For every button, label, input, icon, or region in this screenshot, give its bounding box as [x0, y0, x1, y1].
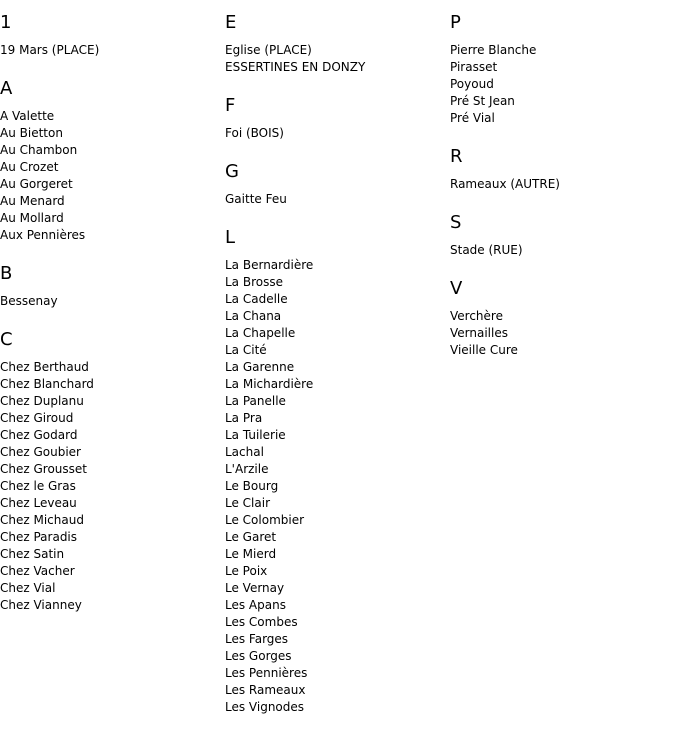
street-link[interactable]: Le Clair — [225, 496, 271, 510]
street-link[interactable]: Pré Vial — [450, 111, 495, 125]
street-list — [450, 176, 665, 193]
street-link[interactable]: Le Vernay — [225, 581, 285, 595]
letter-section — [225, 227, 440, 716]
letter-section — [0, 12, 215, 59]
street-link[interactable]: La Michardière — [225, 377, 314, 391]
street-link[interactable]: La Garenne — [225, 360, 295, 374]
street-link[interactable]: Chez Satin — [0, 547, 65, 561]
street-link[interactable]: Vieille Cure — [450, 343, 518, 357]
street-link[interactable]: Chez Duplanu — [0, 394, 84, 408]
street-link[interactable]: Rameaux (AUTRE) — [450, 177, 560, 191]
street-list — [0, 42, 215, 59]
street-link[interactable]: Les Farges — [225, 632, 289, 646]
street-link[interactable]: Les Gorges — [225, 649, 292, 663]
street-link[interactable]: Bessenay — [0, 294, 58, 308]
street-list — [225, 191, 440, 208]
letter-heading: 1 — [0, 12, 12, 33]
index-column-1 — [0, 0, 215, 633]
index-column-3 — [450, 0, 665, 378]
street-list — [0, 108, 215, 244]
street-link[interactable]: Le Garet — [225, 530, 277, 544]
letter-section — [0, 329, 215, 614]
street-link[interactable]: Le Mierd — [225, 547, 277, 561]
street-link[interactable]: Chez Godard — [0, 428, 78, 442]
street-link[interactable]: L'Arzile — [225, 462, 269, 476]
street-list — [0, 293, 215, 310]
street-link[interactable]: Chez Michaud — [0, 513, 84, 527]
street-link[interactable]: La Chapelle — [225, 326, 296, 340]
letter-section — [225, 12, 440, 76]
street-link[interactable]: Le Bourg — [225, 479, 279, 493]
street-link[interactable]: Les Vignodes — [225, 700, 305, 714]
letter-heading: A — [0, 78, 13, 99]
street-link[interactable]: Au Mollard — [0, 211, 64, 225]
letter-heading: L — [225, 227, 236, 248]
street-link[interactable]: Gaitte Feu — [225, 192, 287, 206]
letter-heading: S — [450, 212, 462, 233]
street-link[interactable]: Chez le Gras — [0, 479, 76, 493]
letter-section — [450, 278, 665, 359]
street-link[interactable]: Chez Goubier — [0, 445, 81, 459]
street-link[interactable]: Les Apans — [225, 598, 286, 612]
street-list — [450, 308, 665, 359]
street-link[interactable]: Chez Grousset — [0, 462, 87, 476]
street-list — [225, 125, 440, 142]
street-link[interactable]: La Panelle — [225, 394, 286, 408]
street-link[interactable]: Lachal — [225, 445, 264, 459]
street-link[interactable]: Pré St Jean — [450, 94, 515, 108]
street-link[interactable]: Le Poix — [225, 564, 268, 578]
street-link[interactable]: Vernailles — [450, 326, 508, 340]
street-link[interactable]: Pirasset — [450, 60, 498, 74]
street-link[interactable]: Chez Vianney — [0, 598, 82, 612]
street-link[interactable]: Au Gorgeret — [0, 177, 73, 191]
street-link[interactable]: La Chana — [225, 309, 282, 323]
street-link[interactable]: Pierre Blanche — [450, 43, 537, 57]
letter-section — [0, 263, 215, 310]
letter-section — [225, 95, 440, 142]
letter-heading: R — [450, 146, 463, 167]
street-link[interactable]: 19 Mars (PLACE) — [0, 43, 100, 57]
street-list — [450, 42, 665, 127]
street-link[interactable]: Poyoud — [450, 77, 494, 91]
street-list — [225, 257, 440, 716]
index-column-2 — [225, 0, 440, 735]
letter-section — [225, 161, 440, 208]
street-link[interactable]: Au Chambon — [0, 143, 78, 157]
letter-section — [450, 12, 665, 127]
letter-heading: B — [0, 263, 13, 284]
street-link[interactable]: La Pra — [225, 411, 263, 425]
street-link[interactable]: Chez Vacher — [0, 564, 75, 578]
street-link[interactable]: Chez Berthaud — [0, 360, 89, 374]
street-link[interactable]: Le Colombier — [225, 513, 305, 527]
street-link[interactable]: A Valette — [0, 109, 55, 123]
street-link[interactable]: La Cadelle — [225, 292, 288, 306]
letter-heading: E — [225, 12, 237, 33]
letter-heading: F — [225, 95, 236, 116]
letter-heading: P — [450, 12, 461, 33]
street-list — [450, 242, 665, 259]
letter-section — [0, 78, 215, 244]
street-link[interactable]: Foi (BOIS) — [225, 126, 284, 140]
street-list — [225, 42, 440, 76]
street-link[interactable]: Au Crozet — [0, 160, 59, 174]
street-link[interactable]: Les Rameaux — [225, 683, 306, 697]
street-link[interactable]: La Cité — [225, 343, 267, 357]
street-link[interactable]: Chez Blanchard — [0, 377, 94, 391]
street-link[interactable]: Eglise (PLACE) — [225, 43, 312, 57]
letter-heading: C — [0, 329, 13, 350]
street-link[interactable]: Chez Paradis — [0, 530, 78, 544]
street-link[interactable]: Verchère — [450, 309, 503, 323]
street-link[interactable]: La Bernardière — [225, 258, 314, 272]
street-link[interactable]: Chez Leveau — [0, 496, 77, 510]
letter-section — [450, 212, 665, 259]
street-link[interactable]: Les Pennières — [225, 666, 308, 680]
street-link[interactable]: Aux Pennières — [0, 228, 86, 242]
letter-heading: V — [450, 278, 463, 299]
street-link[interactable]: Au Menard — [0, 194, 65, 208]
street-link[interactable]: La Tuilerie — [225, 428, 286, 442]
street-link[interactable]: ESSERTINES EN DONZY — [225, 60, 366, 74]
street-link[interactable]: Chez Giroud — [0, 411, 74, 425]
street-list — [0, 359, 215, 614]
letter-heading: G — [225, 161, 239, 182]
street-link[interactable]: La Brosse — [225, 275, 283, 289]
letter-section — [450, 146, 665, 193]
street-link[interactable]: Les Combes — [225, 615, 298, 629]
street-link[interactable]: Chez Vial — [0, 581, 56, 595]
street-link[interactable]: Au Bietton — [0, 126, 63, 140]
street-link[interactable]: Stade (RUE) — [450, 243, 523, 257]
